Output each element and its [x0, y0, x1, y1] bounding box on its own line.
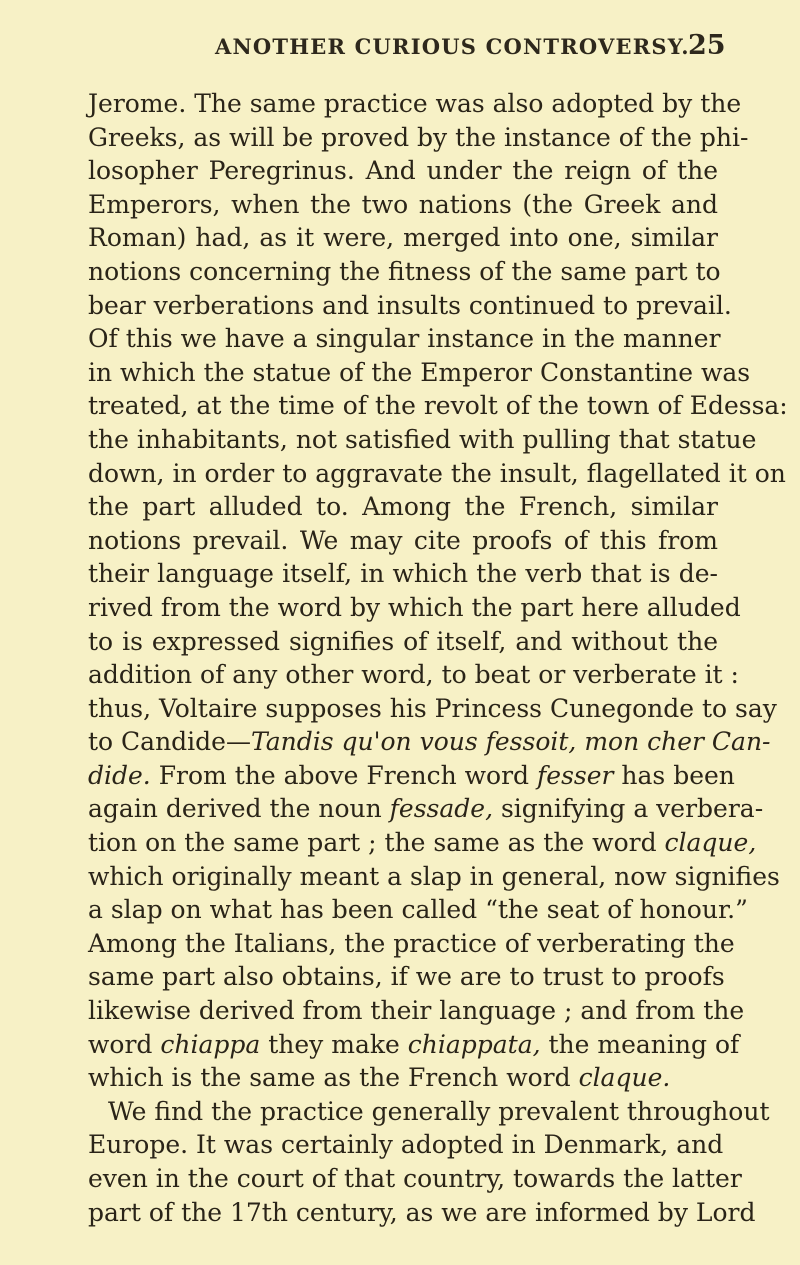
text-run: notions prevail. We may cite proofs of this from: [88, 525, 718, 555]
text-line: [88, 188, 718, 222]
text-line: [88, 725, 771, 759]
text-line: [88, 255, 721, 289]
text-line: [88, 221, 718, 255]
text-run: to Candide—: [88, 727, 251, 757]
text-run: Among the Italians, the practice of verberating the: [88, 928, 735, 958]
text-line: [88, 322, 721, 356]
text-line: [88, 759, 735, 793]
text-line: [88, 792, 764, 826]
text-run: has been: [613, 760, 735, 790]
text-line: [88, 1061, 718, 1095]
italic-phrase: chiappa: [160, 1029, 261, 1059]
text-line: [88, 591, 741, 625]
text-line: [88, 423, 757, 457]
text-line: [88, 860, 780, 894]
text-line: [88, 893, 748, 927]
text-run: even in the court of that country, towards the latter: [88, 1164, 742, 1193]
text-line: [88, 524, 718, 558]
text-line: [88, 658, 739, 692]
text-line: [88, 994, 745, 1028]
text-line: [88, 1128, 724, 1162]
running-head-title: ANOTHER CURIOUS CONTROVERSY.: [215, 34, 690, 59]
italic-phrase: claque,: [664, 828, 757, 858]
text-run: notions concerning the fitness of the same part to: [88, 256, 721, 286]
text-run: Of this we have a singular instance in the manner: [88, 324, 721, 354]
text-line: [88, 1095, 770, 1129]
text-line: [88, 1196, 756, 1230]
text-run: rived from the word by which the part here alluded: [88, 592, 741, 622]
text-run: word: [88, 1029, 161, 1059]
text-line: [88, 289, 732, 323]
italic-phrase: fesser: [537, 760, 614, 790]
text-line: [88, 625, 718, 659]
text-run: tion on the same part ; the same as the word: [88, 828, 665, 858]
text-run: which originally meant a slap in general, now signifies: [88, 861, 780, 891]
text-run: Greeks, as will be proved by the instance of the phi-: [88, 122, 749, 152]
text-run: We find the practice generally prevalent throughout: [108, 1096, 770, 1126]
body-text: [88, 87, 788, 1229]
text-line: [88, 1162, 742, 1196]
text-run: down, in order to aggravate the insult, flagellated it on: [88, 458, 786, 488]
italic-phrase: dide.: [88, 760, 151, 790]
text-line: [88, 490, 718, 524]
text-line: [88, 121, 749, 155]
italic-phrase: claque.: [578, 1063, 671, 1093]
text-run: in which the statue of the Emperor Constantine was: [88, 357, 751, 387]
text-line: [88, 457, 786, 491]
running-head: [0, 30, 800, 74]
text-run: to is expressed signifies of itself, and without the: [88, 626, 718, 656]
text-run: treated, at the time of the revolt of the town of Edessa:: [88, 391, 788, 421]
text-line: [88, 389, 788, 423]
text-run: part of the 17th century, as we are informed by Lord: [88, 1197, 756, 1227]
text-run: Emperors, when the two nations (the Greek and: [88, 189, 718, 219]
text-line: [88, 87, 742, 121]
text-run: thus, Voltaire supposes his Princess Cunegonde to say: [88, 693, 777, 723]
text-run: signifying a verbera-: [493, 794, 764, 824]
italic-phrase: fessade,: [389, 794, 494, 824]
text-line: [88, 356, 751, 390]
italic-phrase: chiappata,: [407, 1029, 541, 1059]
text-line: [88, 557, 718, 591]
italic-phrase: Tandis qu'on vous fessoit, mon cher Can-: [250, 727, 771, 757]
text-run: the part alluded to. Among the French, similar: [88, 492, 718, 522]
text-run: losopher Peregrinus. And under the reign of the: [88, 156, 718, 186]
text-run: addition of any other word, to beat or verberate it :: [88, 660, 739, 690]
text-line: [88, 927, 735, 961]
text-run: again derived the noun: [88, 794, 390, 824]
text-run: which is the same as the French word: [88, 1063, 579, 1093]
text-run: Jerome. The same practice was also adopted by the: [88, 89, 742, 118]
text-line: [88, 154, 718, 188]
text-run: Roman) had, as it were, merged into one, similar: [88, 223, 718, 253]
text-run: From the above French word: [150, 760, 538, 790]
text-run: they make: [260, 1029, 408, 1059]
text-run: Europe. It was certainly adopted in Denmark, and: [88, 1130, 724, 1160]
text-run: likewise derived from their language ; and from the: [88, 996, 745, 1026]
text-run: their language itself, in which the verb that is de-: [88, 559, 718, 589]
text-run: same part also obtains, if we are to trust to proofs: [88, 962, 725, 992]
text-line: [88, 1028, 740, 1062]
page-number: 25: [688, 30, 726, 61]
text-line: [88, 692, 777, 726]
text-run: bear verberations and insults continued to prevail.: [88, 290, 732, 320]
text-run: a slap on what has been called “the seat of honour.”: [88, 895, 748, 925]
text-run: the meaning of: [540, 1029, 740, 1059]
text-run: the inhabitants, not satisfied with pulling that statue: [88, 424, 757, 454]
text-line: [88, 960, 725, 994]
text-line: [88, 826, 757, 860]
